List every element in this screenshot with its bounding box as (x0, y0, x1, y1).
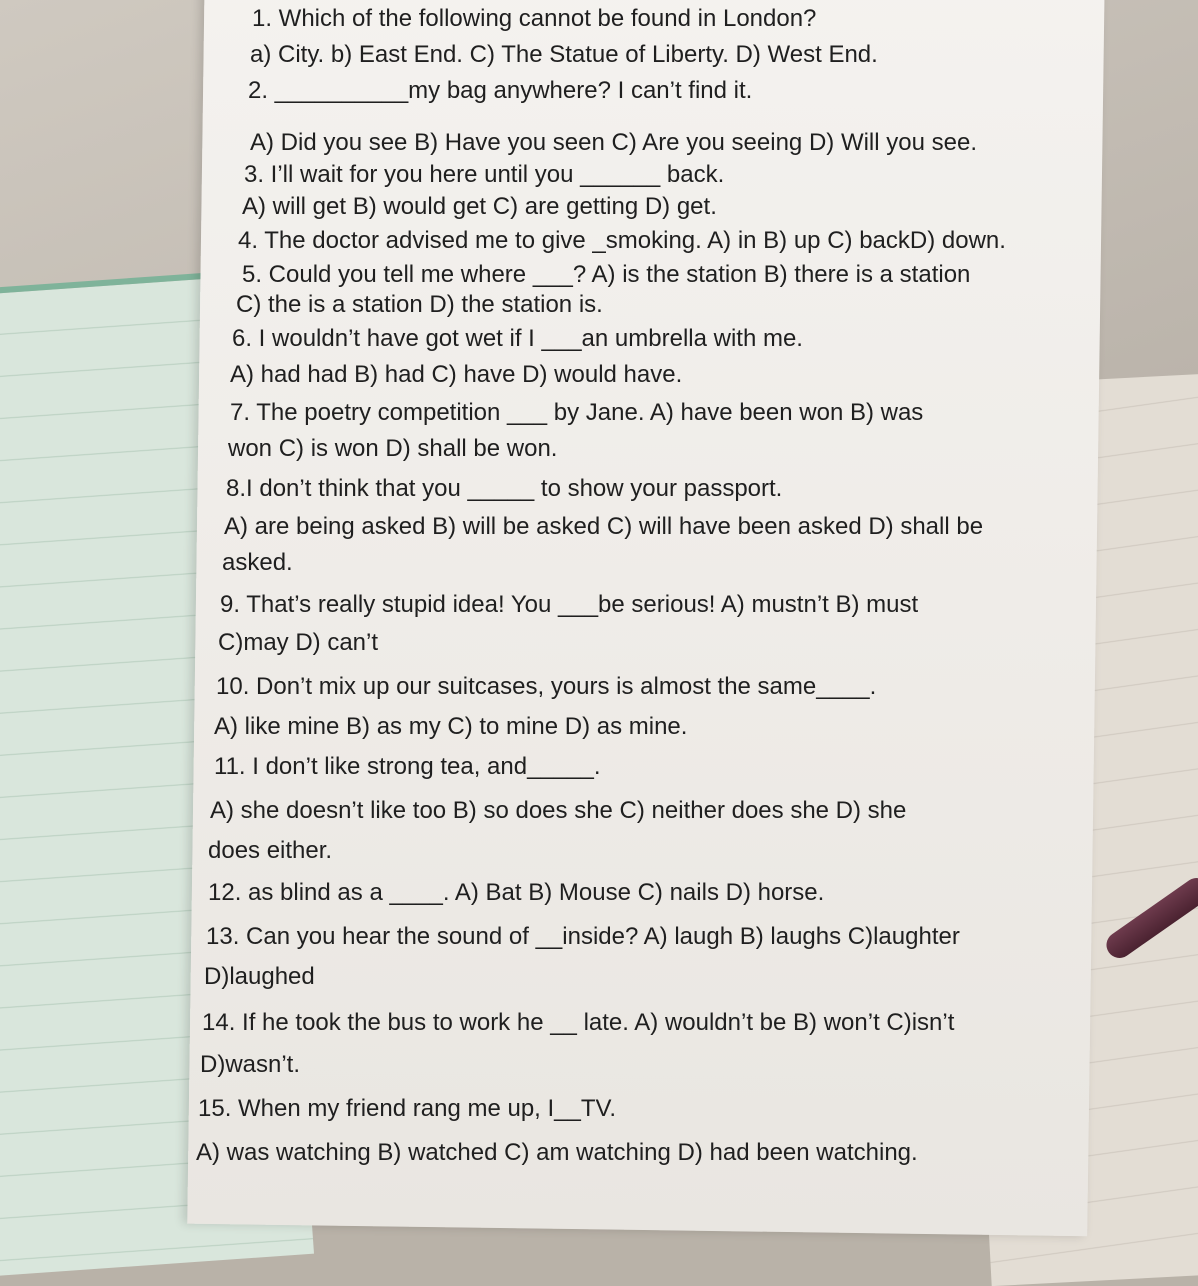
question-8-text: 8.I don’t think that you _____ to show your passport. (226, 475, 783, 502)
question-11-options: A) she doesn’t like too B) so does she C) neither does she D) she (210, 797, 907, 824)
question-13-text: 13. Can you hear the sound of __inside? A) laugh B) laughs C)laughter (206, 923, 960, 950)
question-9-text: 9. That’s really stupid idea! You ___be serious! A) mustn’t B) must (220, 591, 919, 618)
question-5-options: C) the is a station D) the station is. (236, 291, 603, 318)
question-3-options: A) will get B) would get C) are getting D) get. (242, 193, 717, 220)
question-6-text: 6. I wouldn’t have got wet if I ___an umbrella with me. (232, 325, 803, 352)
question-4-text: 4. The doctor advised me to give _smoking. A) in B) up C) backD) down. (238, 227, 1006, 254)
question-7-options: won C) is won D) shall be won. (228, 435, 558, 462)
question-6-options: A) had had B) had C) have D) would have. (230, 361, 683, 388)
question-8-options: A) are being asked B) will be asked C) will have been asked D) shall be (224, 513, 984, 540)
question-2-text: 2. __________my bag anywhere? I can’t find it. (248, 77, 753, 104)
question-1-text: 1. Which of the following cannot be found in London? (252, 5, 817, 32)
question-11-text: 11. I don’t like strong tea, and_____. (214, 753, 601, 780)
question-3-text: 3. I’ll wait for you here until you ______ back. (244, 161, 725, 188)
question-11-options-cont: does either. (208, 837, 333, 864)
question-15-options: A) was watching B) watched C) am watching D) had been watching. (196, 1139, 918, 1166)
question-13-options-cont: D)laughed (204, 963, 315, 990)
question-1-options: a) City. b) East End. C) The Statue of Liberty. D) West End. (250, 41, 878, 68)
question-7-text: 7. The poetry competition ___ by Jane. A) have been won B) was (230, 399, 924, 426)
question-15-text: 15. When my friend rang me up, I__TV. (198, 1095, 616, 1122)
question-14-options-cont: D)wasn’t. (200, 1051, 301, 1078)
question-9-options: C)may D) can’t (218, 629, 379, 656)
question-5-text: 5. Could you tell me where ___? A) is the station B) there is a station (242, 261, 971, 288)
question-10-options: A) like mine B) as my C) to mine D) as mine. (214, 713, 688, 740)
question-14-text: 14. If he took the bus to work he __ late. A) wouldn’t be B) won’t C)isn’t (202, 1009, 955, 1036)
question-2-options: A) Did you see B) Have you seen C) Are you seeing D) Will you see. (250, 129, 977, 156)
question-8-options-cont: asked. (222, 549, 293, 576)
question-12-text: 12. as blind as a ____. A) Bat B) Mouse C) nails D) horse. (208, 879, 825, 906)
question-10-text: 10. Don’t mix up our suitcases, yours is almost the same____. (216, 673, 877, 700)
